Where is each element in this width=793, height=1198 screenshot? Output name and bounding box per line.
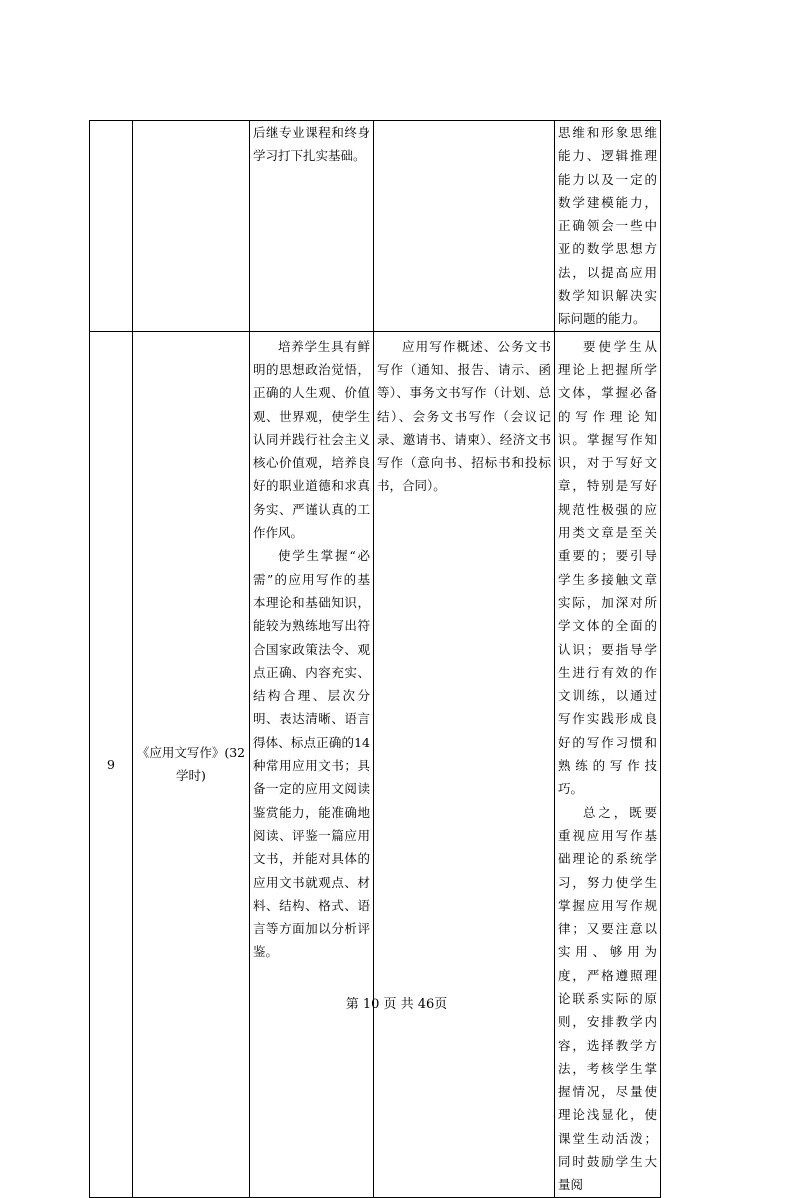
- cell-content: [374, 331, 555, 1197]
- cell-content: [374, 121, 555, 332]
- page-number: 第 10 页 共 46页: [345, 997, 448, 1012]
- cell-number: [90, 121, 133, 332]
- table-row: [90, 331, 661, 1197]
- cell-requirements: [555, 121, 661, 332]
- cell-course: 《应用文写作》(32学时): [133, 331, 250, 1197]
- cell-objectives: [250, 331, 374, 1197]
- requirements-text: 思维和形象思维能力、逻辑推理能力以及一定的数学建模能力，正确领会一些中亚的数学思想方法，以提高应用数学知识解决实际问题的能力。: [558, 125, 657, 327]
- curriculum-table: [89, 120, 661, 1198]
- cell-requirements: [555, 331, 661, 1197]
- cell-course: [133, 121, 250, 332]
- objectives-text: 后继专业课程和终身学习打下扎实基础。: [253, 125, 370, 164]
- requirements-paragraph: 总之，既要重视应用写作基础理论的系统学习，努力使学生掌握应用写作规律；又要注意以实用、够用为度，严格遵照理论联系实际的原则，安排教学内容，选择教学方法，考核学生掌握情况，尽量使理论浅显化，使课堂生动活泼；同时鼓励学生大量阅: [558, 804, 657, 1193]
- objectives-paragraph: 使学生掌握“必需”的应用写作的基本理论和基础知识，能较为熟练地写出符合国家政策法令、观点正确、内容充实、结构合理、层次分明、表达清晰、语言得体、标点正确的14种常用应用文书；具备一定的应用文阅读鉴赏能力，能准确地阅读、评鉴一篇应用文书，并能对具体的应用文书就观点、材料、结构、格式、语言等方面加以分析评鉴。: [253, 548, 370, 960]
- content-paragraph: 应用写作概述、公务文书写作（通知、报告、请示、函等）、事务文书写作（计划、总结）、会务文书写作（会议记录、邀请书、请柬）、经济文书写作（意向书、招标书和投标书，合同）。: [377, 338, 551, 494]
- table-row: [90, 121, 661, 332]
- requirements-paragraph: 要使学生从理论上把握所学文体，掌握必备的写作理论知识。掌握写作知识，对于写好文章，特别是写好规范性极强的应用类文章是至关重要的；要引导学生多接触文章实际，加深对所学文体的全面的认识；要指导学生进行有效的作文训练，以通过写作实践形成良好的写作习惯和熟练的写作技巧。: [558, 338, 657, 797]
- objectives-paragraph: 培养学生具有鲜明的思想政治觉悟，正确的人生观、价值观、世界观，使学生认同并践行社会主义核心价值观，培养良好的职业道德和求真务实、严谨认真的工作作风。: [253, 338, 370, 541]
- cell-number: 9: [90, 331, 133, 1197]
- cell-objectives: [250, 121, 374, 332]
